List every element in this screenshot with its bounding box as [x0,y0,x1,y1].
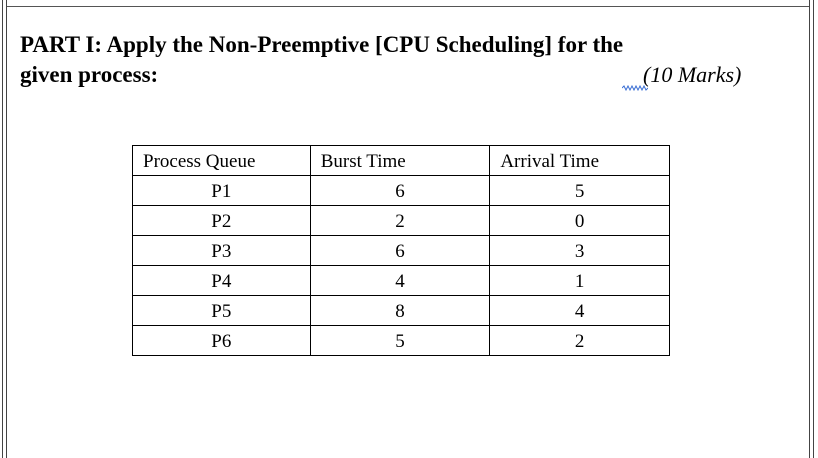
cell-arrival-time: 4 [490,296,670,326]
table-row [133,326,670,356]
table-row [133,176,670,206]
cell-process: P2 [133,206,311,236]
cell-process: P3 [133,236,311,266]
marks-label: (10 Marks) [643,62,742,87]
header-process-queue: Process Queue [133,146,311,176]
page-border-right [809,0,814,458]
table-row [133,296,670,326]
cell-process: P6 [133,326,311,356]
page-border-left [2,0,7,458]
part-heading [20,30,623,90]
header-arrival-time: Arrival Time [490,146,670,176]
cell-arrival-time: 1 [490,266,670,296]
cell-arrival-time: 0 [490,206,670,236]
cell-process: P4 [133,266,311,296]
cell-arrival-time: 3 [490,236,670,266]
cell-process: P5 [133,296,311,326]
table-row [133,266,670,296]
heading-line-2: given process: [20,62,159,87]
cell-arrival-time: 5 [490,176,670,206]
heading-line-1: PART I: Apply the Non-Preemptive [CPU Scheduling] for the [20,32,624,57]
process-table [132,145,670,356]
cell-burst-time: 6 [310,176,490,206]
cell-burst-time: 5 [310,326,490,356]
table-row [133,206,670,236]
page-top-rule [7,6,809,7]
header-burst-time: Burst Time [310,146,490,176]
table-header-row [133,146,670,176]
table-row [133,236,670,266]
cell-burst-time: 2 [310,206,490,236]
cell-process: P1 [133,176,311,206]
cell-burst-time: 4 [310,266,490,296]
cell-burst-time: 8 [310,296,490,326]
cell-burst-time: 6 [310,236,490,266]
cell-arrival-time: 2 [490,326,670,356]
